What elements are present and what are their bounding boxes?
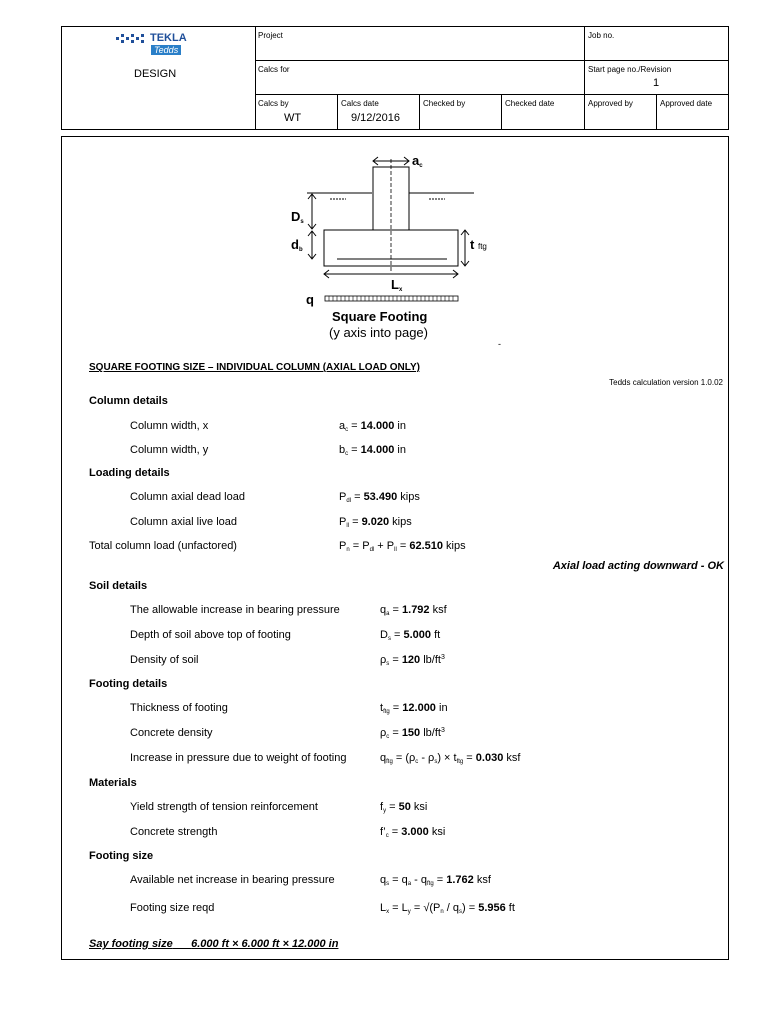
logo-brand: TEKLA [150,32,187,44]
section-column-details: Column details [89,395,168,407]
grid-divider [501,94,502,129]
grid-divider [255,94,729,95]
checked-date-label: Checked date [505,99,555,108]
section-footing-details: Footing details [89,678,168,690]
ac-label: $a_c$ [412,153,423,169]
start-page-label: Start page no./Revision [588,65,672,74]
section-footing-size: Footing size [89,850,154,862]
footing-thickness-value: $t_{ftg} = 12.000$ in [380,702,448,715]
grid-divider [337,94,338,129]
approved-by-label: Approved by [588,99,633,108]
live-load-value: $P_{ll} = 9.020$ kips [339,516,412,529]
net-increase-value: $q_s = q_a - q_{ftg} = 1.762$ ksf [380,874,491,887]
total-load-label: Total column load (unfactored) [89,540,237,552]
total-load-value: $P_n = P_{dl} + P_{ll} = 62.510$ kips [339,540,466,553]
calcs-date-label: Calcs date [341,99,379,108]
pressure-increase-label: Increase in pressure due to weight of footing [130,752,347,764]
live-load-label: Column axial live load [130,516,237,528]
soil-density-value: $\rho_s = 120$ $lb/ft^3$ [380,654,445,667]
grid-divider [255,27,256,129]
col-width-x-label: Column width, x [130,420,209,432]
size-reqd-value: $L_x = L_y = √(P_n / q_s) = 5.956$ ft [380,902,515,915]
footing-thickness-label: Thickness of footing [130,702,228,714]
size-reqd-label: Footing size reqd [130,902,215,914]
col-width-x-value: $a_c = 14.000$ in [339,420,406,433]
yield-strength-label: Yield strength of tension reinforcement [130,801,318,813]
concrete-strength-value: $f’_c = 3.000$ ksi [380,826,446,839]
dead-load-value: $P_{dl} = 53.490$ kips [339,491,420,504]
col-width-y-value: $b_c = 14.000$ in [339,444,406,457]
job-no-label: Job no. [588,31,615,40]
section-soil-details: Soil details [89,580,148,592]
diagram-dash: - [498,339,501,349]
calculation-sheet [61,136,729,960]
net-increase-label: Available net increase in bearing pressure [130,874,335,886]
concrete-density-label: Concrete density [130,727,213,739]
q-label: q [306,292,314,307]
calcs-date-value: 9/12/2016 [351,112,400,124]
design-label: DESIGN [134,68,177,80]
calc-version: Tedds calculation version 1.0.02 [609,378,723,387]
bearing-increase-value: $q_a = 1.792$ ksf [380,604,447,617]
grid-divider [255,60,729,61]
bearing-increase-label: The allowable increase in bearing pressure [130,604,340,616]
calc-title: SQUARE FOOTING SIZE – INDIVIDUAL COLUMN (AXIAL LOAD ONLY) [89,362,420,373]
soil-density-label: Density of soil [130,654,199,666]
tekla-logo-icon [114,31,150,47]
concrete-strength-label: Concrete strength [130,826,218,838]
approved-date-label: Approved date [660,99,713,108]
section-loading-details: Loading details [89,467,170,479]
calcs-by-value: WT [284,112,302,124]
section-materials: Materials [89,777,137,789]
pressure-increase-value: $q_{ftg} = (\rho_c - \rho_s) \times t_{ftg} = 0.030$ ksf [380,752,521,765]
tftg-label: t ftg [470,237,487,252]
say-footing-size: Say footing size 6.000 ft × 6.000 ft × 12.000 in [89,938,339,950]
project-label: Project [258,31,283,40]
logo-product: Tedds [151,45,181,55]
ds-label: $D_s$ [291,209,304,225]
dead-load-label: Column axial dead load [130,491,245,503]
col-width-y-label: Column width, y [130,444,209,456]
yield-strength-value: $f_y = 50$ ksi [380,801,428,814]
checked-by-label: Checked by [423,99,466,108]
grid-divider [656,94,657,129]
diagram-title: Square Footing [332,309,428,324]
db-label: $d_b$ [291,237,303,253]
lx-label: $L_x$ [391,277,403,293]
grid-divider [419,94,420,129]
diagram-subtitle: (y axis into page) [329,325,428,340]
grid-divider [584,27,585,129]
axial-ok-status: Axial load acting downward - OK [552,560,724,572]
soil-depth-label: Depth of soil above top of footing [130,629,291,641]
soil-depth-value: $D_s = 5.000$ ft [380,629,441,642]
calcs-for-label: Calcs for [258,65,290,74]
title-block-header [61,26,729,130]
concrete-density-value: $\rho_c = 150$ $lb/ft^3$ [380,727,445,740]
start-page-value: 1 [653,77,660,89]
calcs-by-label: Calcs by [258,99,289,108]
